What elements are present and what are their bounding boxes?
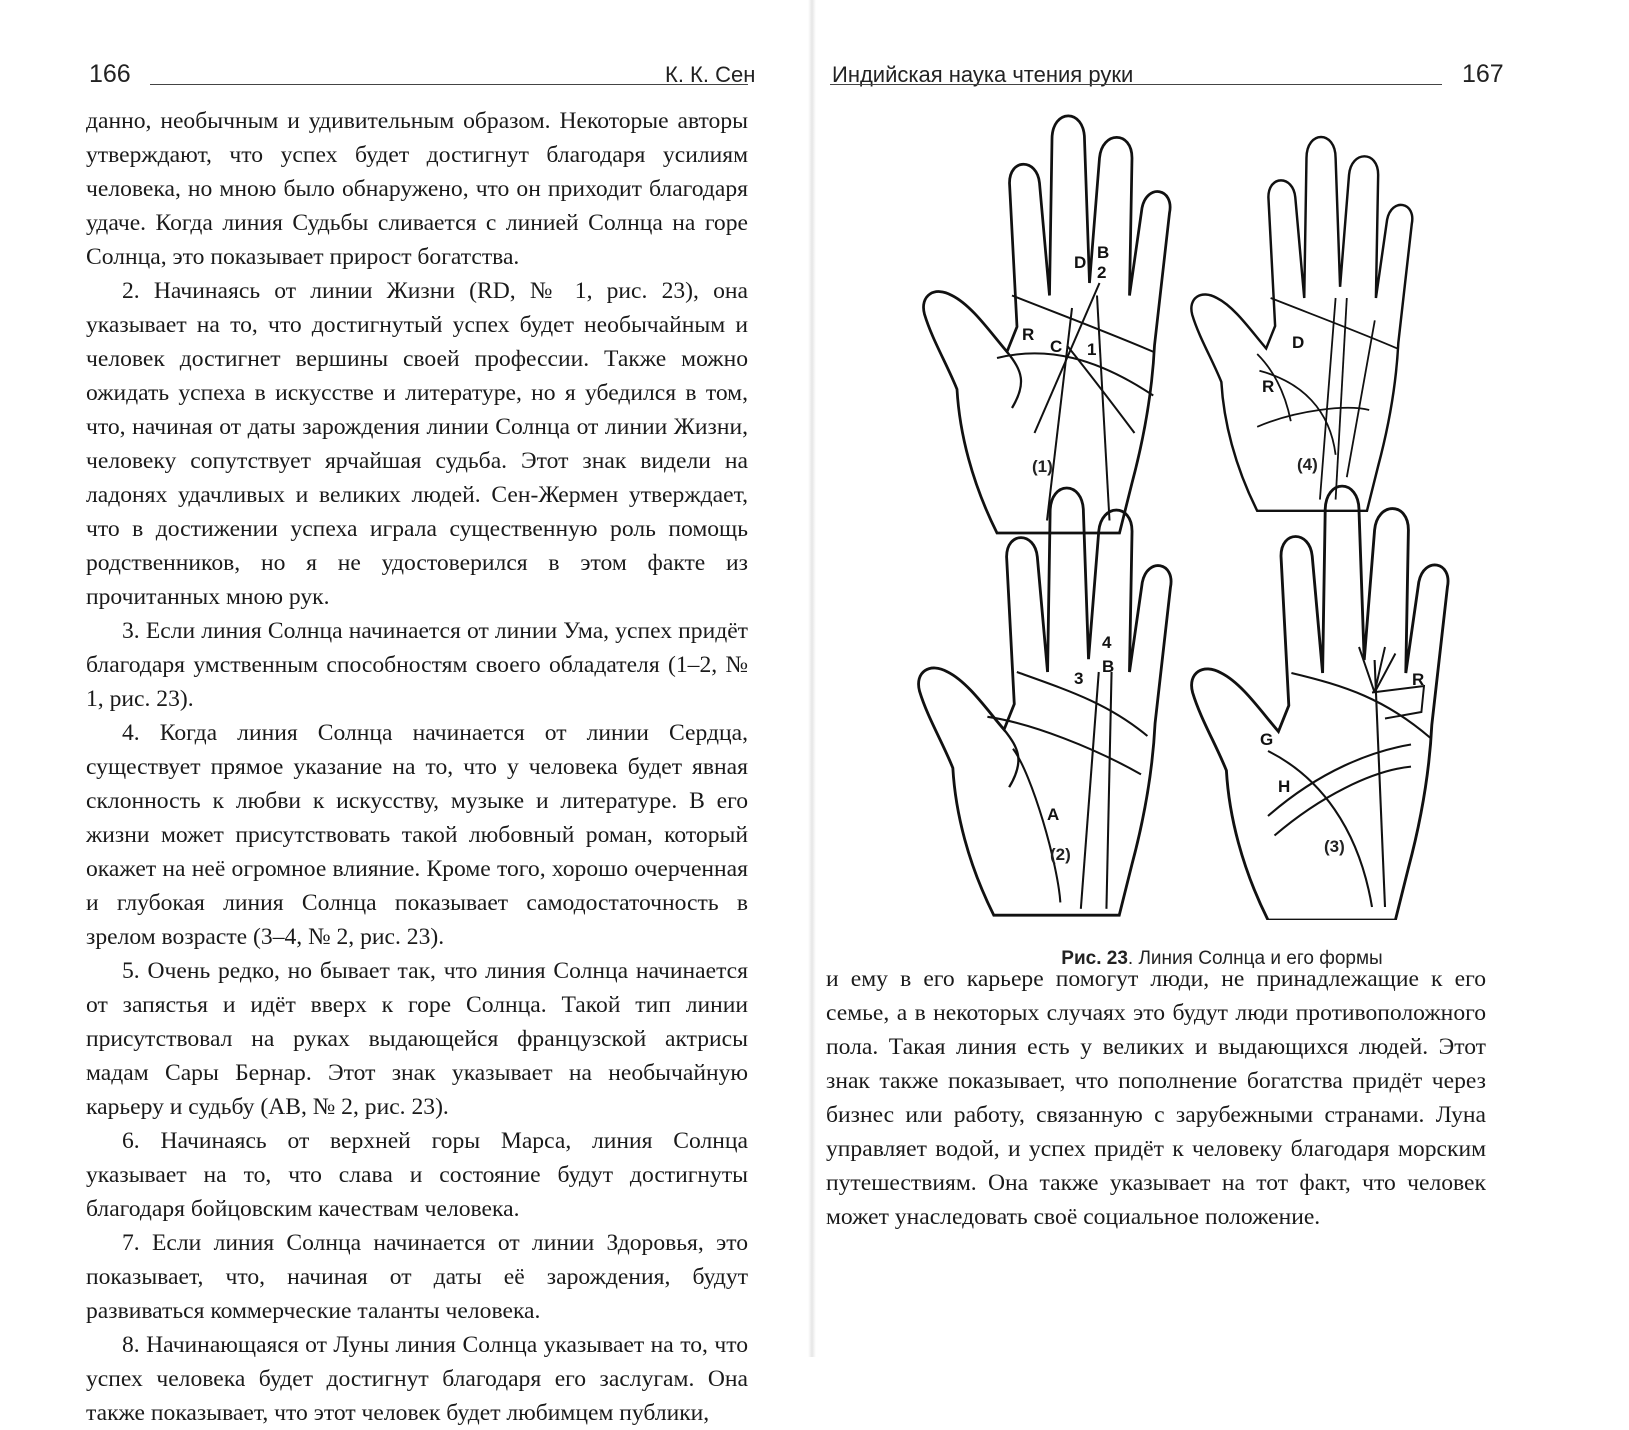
page-number-left: 166 <box>89 60 131 88</box>
paragraph: 3. Если линия Солнца начинается от линии Ума, успех придёт благодаря умственным способностям своего обладателя (1–2, № 1, рис. 23). <box>86 618 748 712</box>
hand-1-letter: C <box>1050 337 1063 356</box>
hand-3-letter: H <box>1278 777 1291 796</box>
hand-3-label: (3) <box>1324 837 1345 856</box>
paragraph: и ему в его карьере помогут люди, не принадлежащие к его семье, а в некоторых случаях это будут люди противоположного пола. Такая линия есть у великих и выдающихся людей. Этот знак также показывает, что пополнение богатства придёт через бизнес или работу, связанную с зарубежными странами. Луна управляет водой, и успех придёт к человеку благодаря морским путешествиям. Она также указывает на тот факт, что человек может унаследовать своё социальное положение. <box>826 966 1486 1230</box>
running-head-left: К. К. Сен <box>665 62 756 87</box>
paragraph: данно, необычным и удивительным образом. Некоторые авторы утверждают, что успех будет достигнут благодаря усилиям человека, но мною было обнаружено, что он приходит благодаря удаче. Когда линия Судьбы сливается с линией Солнца на горе Солнца, это показывает прирост богатства. <box>86 108 748 270</box>
palm-figure <box>812 100 1629 920</box>
caption-text: . Линия Солнца и его формы <box>1127 948 1383 969</box>
paragraph: 6. Начинаясь от верхней горы Марса, линия Солнца указывает на то, что слава и состояние будут достигнуты благодаря бойцовским качествам человека. <box>86 1128 748 1222</box>
hand-1-label: (1) <box>1032 457 1053 476</box>
hand-1-letter: 2 <box>1097 263 1107 282</box>
left-page <box>0 0 812 1426</box>
left-body-text <box>86 104 748 1430</box>
running-head-right: Индийская наука чтения руки <box>832 62 1134 87</box>
page-number-right: 167 <box>1462 60 1504 88</box>
caption-number: Рис. 23 <box>1061 948 1128 969</box>
hand-2-letter: A <box>1047 805 1060 824</box>
hand-2-letter: B <box>1102 657 1115 676</box>
hand-4-label: (4) <box>1297 455 1318 474</box>
hand-3-letter: R <box>1412 670 1425 689</box>
hand-2-label: (2) <box>1050 845 1071 864</box>
paragraph: 5. Очень редко, но бывает так, что линия Солнца начинается от запястья и идёт вверх к горе Солнца. Такой тип линии присутствовал на руках выдающейся французской актрисы мадам Сары Бернар. Этот знак указывает на необычайную карьеру и судьбу (AB, № 2, рис. 23). <box>86 958 748 1120</box>
hand-1-letter: 1 <box>1087 340 1097 359</box>
hand-3 <box>1192 486 1448 920</box>
hand-4-letter: D <box>1292 333 1305 352</box>
header-rule-right <box>830 84 1442 85</box>
right-body-text <box>826 962 1486 1234</box>
paragraph: 4. Когда линия Солнца начинается от линии Сердца, существует прямое указание на то, что у человека будет явная склонность к любви к искусству, музыке и литературе. В его жизни может присутствовать такой любовный роман, который окажет на неё огромное влияние. Кроме того, хорошо очерченная и глубокая линия Солнца показывает самодостаточность в зрелом возрасте (3–4, № 2, рис. 23). <box>86 720 748 950</box>
hand-4-letter: R <box>1262 377 1275 396</box>
hand-1-letter: B <box>1097 243 1110 262</box>
hand-2 <box>919 488 1171 915</box>
paragraph: 8. Начинающаяся от Луны линия Солнца указывает на то, что успех человека будет достигнут благодаря его заслугам. Она также показывает, что этот человек будет любимцем публики, <box>86 1332 748 1426</box>
paragraph: 7. Если линия Солнца начинается от линии Здоровья, это показывает, что, начиная от даты её зарождения, будут развиваться коммерческие таланты человека. <box>86 1230 748 1324</box>
hand-1-letter: D <box>1074 253 1087 272</box>
hand-2-letter: 4 <box>1102 633 1112 652</box>
paragraph: 2. Начинаясь от линии Жизни (RD, № 1, рис. 23), она указывает на то, что достигнутый успех будет необычайным и человек достигнет вершины своей профессии. Также можно ожидать успеха в искусстве и литературе, но я убедился в том, что, начиная от даты зарождения линии Солнца от линии Жизни, человеку сопутствует ярчайшая судьба. Этот знак видели на ладонях удачливых и великих людей. Сен-Жермен утверждает, что в достижении успеха играла существенную роль помощь родственников, но я не удостоверился в этом факте из прочитанных мною рук. <box>86 278 748 610</box>
right-page <box>812 0 1629 1357</box>
hand-1-letter: R <box>1022 325 1035 344</box>
hand-2-letter: 3 <box>1074 669 1084 688</box>
header-rule-left <box>150 84 748 85</box>
hand-3-letter: G <box>1260 730 1274 749</box>
